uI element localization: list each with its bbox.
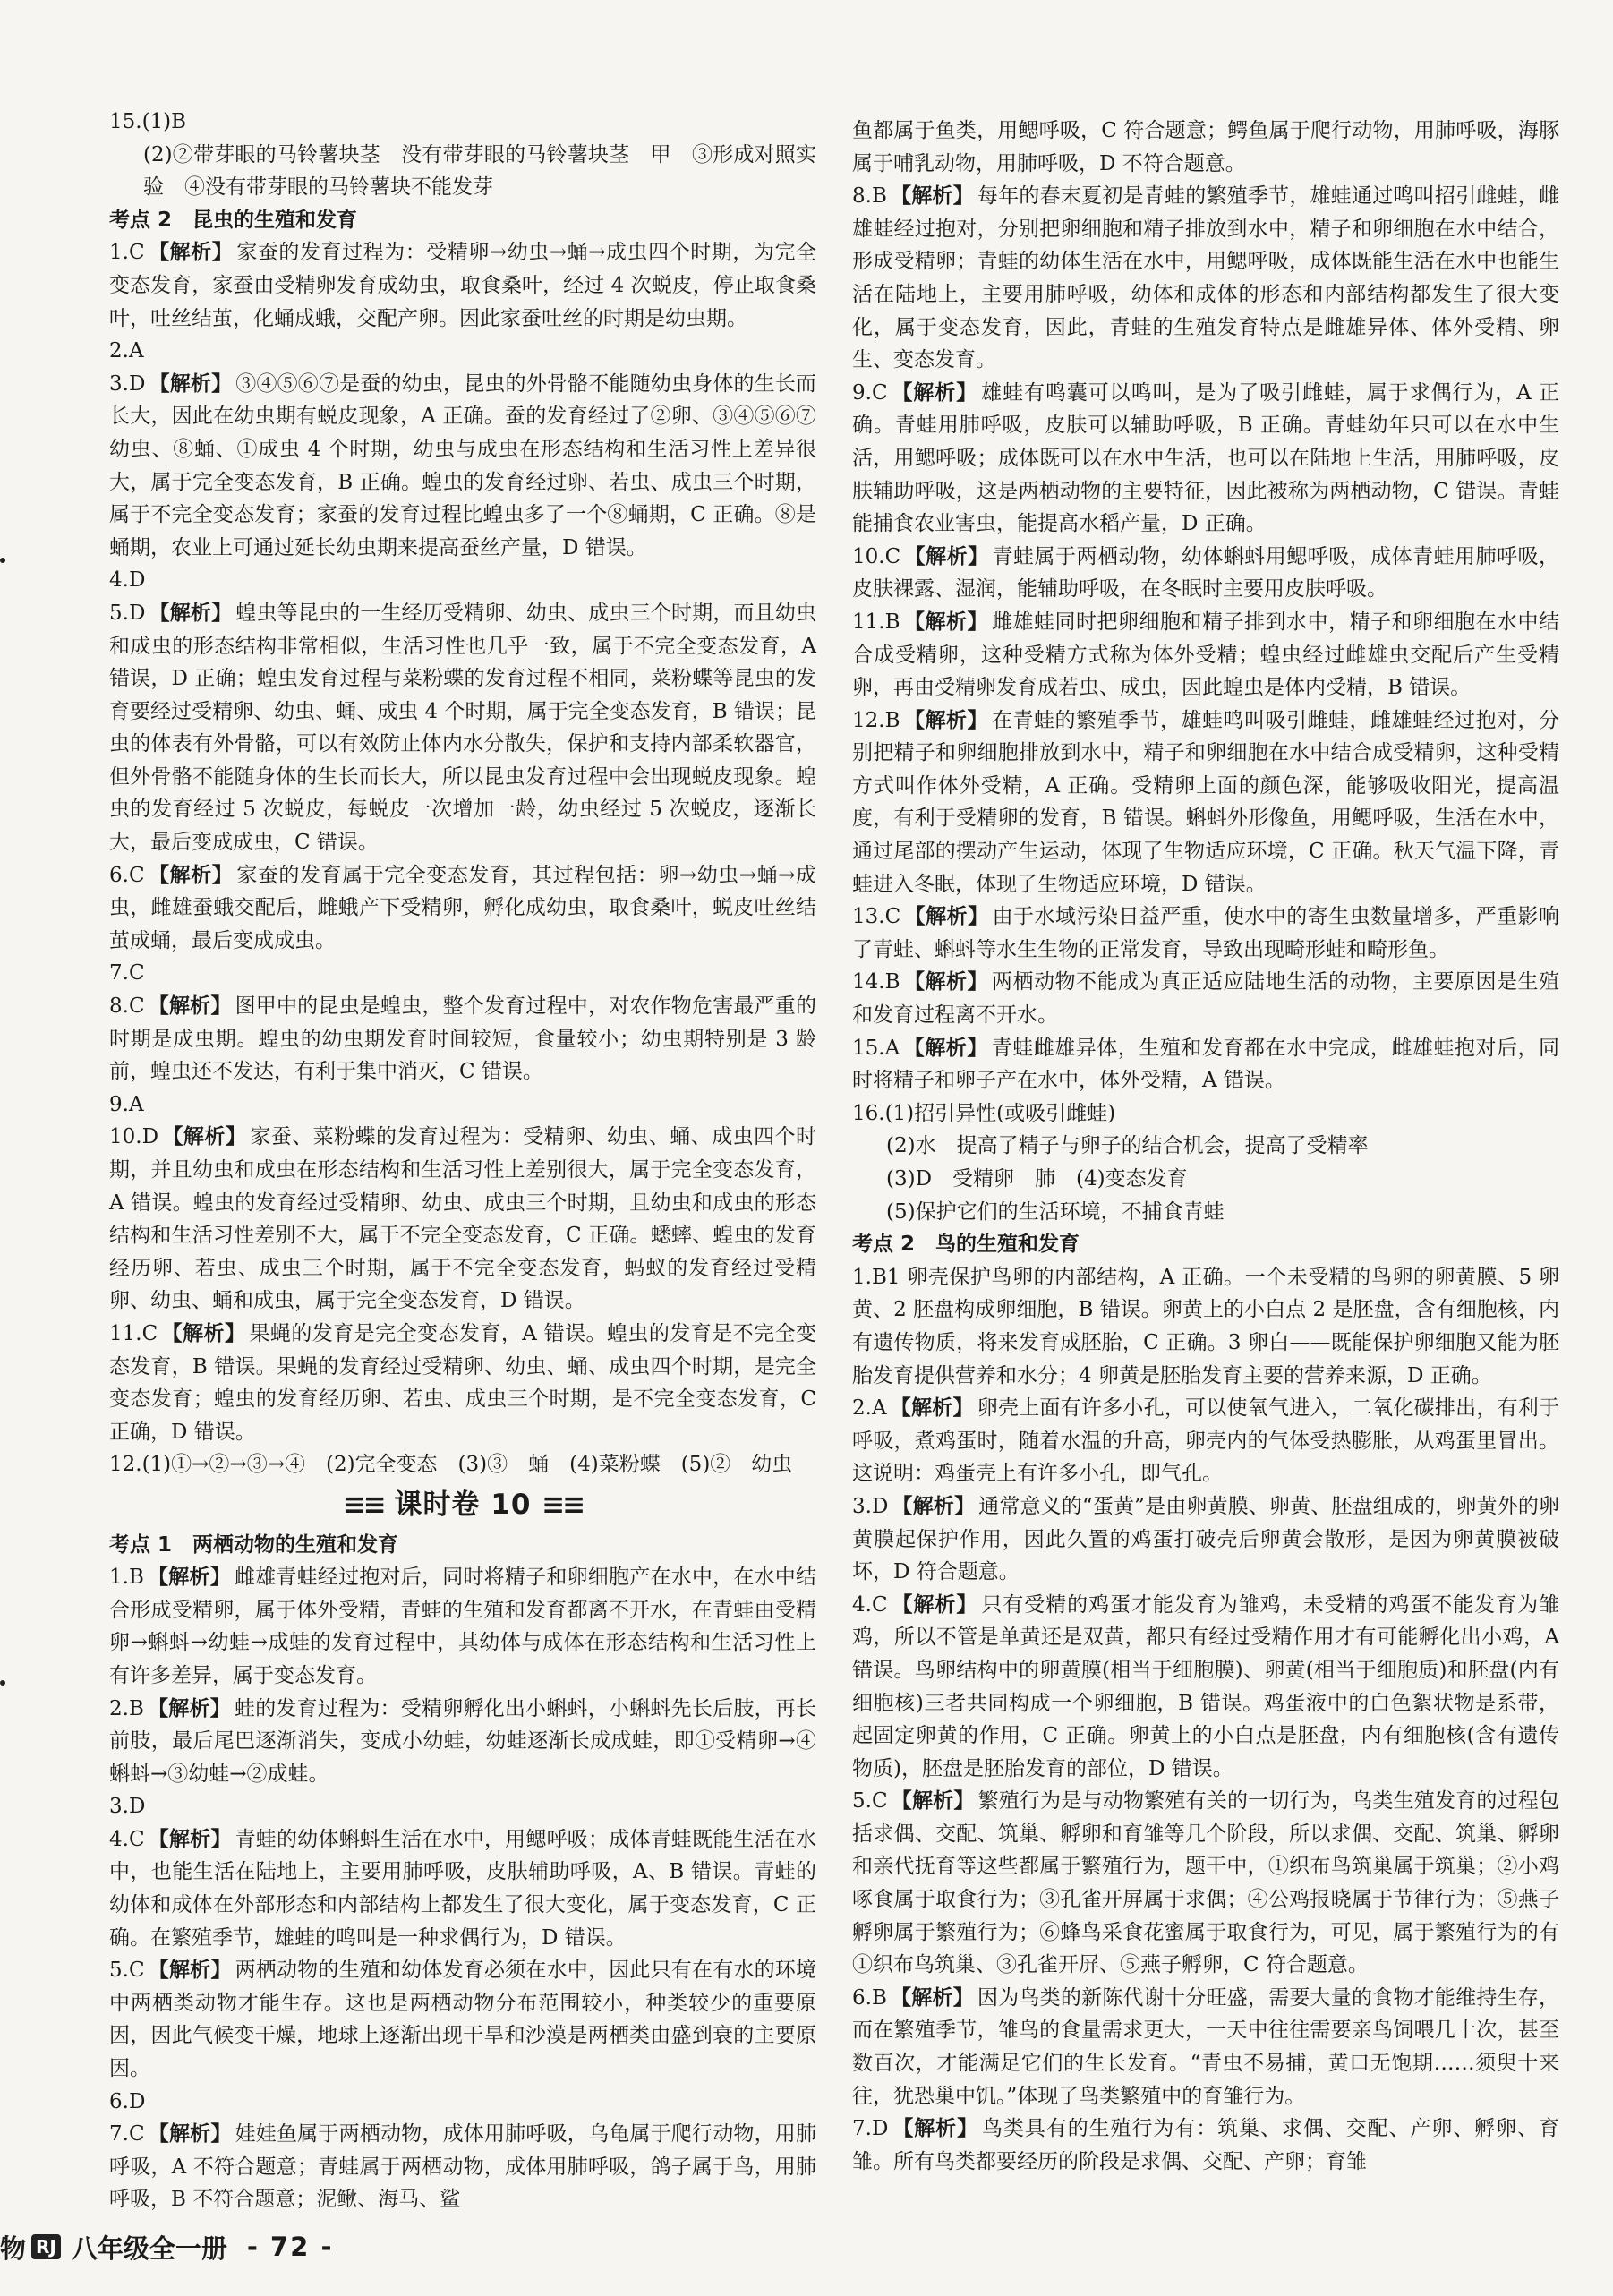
- answer-entry: [109, 1693, 816, 1791]
- answer-entry: [109, 1823, 816, 1954]
- answer-number: 2.B: [109, 1696, 144, 1720]
- answer-entry: [852, 966, 1559, 1031]
- margin-mark: [0, 558, 5, 563]
- answer-number: 1.B: [852, 1265, 887, 1289]
- analysis-tag: 【解析】: [904, 544, 989, 568]
- section-title: ≡≡ 课时卷 10 ≡≡: [342, 1488, 584, 1521]
- answer-text: 因为鸟类的新陈代谢十分旺盛，需要大量的食物才能维持生存，而在繁殖季节，雏鸟的食量需求更大，一天中往往需要亲鸟饲喂几十次，甚至数百次，才能满足它们的生长发育。“青虫不易捕，黄口无饱期……须臾十来往，犹恐巢中饥。”体现了鸟类繁殖中的育雏行为。: [852, 1985, 1560, 2108]
- analysis-tag: 【解析】: [891, 1592, 978, 1617]
- analysis-tag: 【解析】: [903, 1036, 988, 1060]
- answer-text: 3.D: [109, 1795, 146, 1819]
- answer-number: 11.C: [109, 1321, 158, 1345]
- answer-entry: [109, 106, 816, 139]
- answer-number: 10.C: [852, 544, 901, 568]
- answer-entry: [109, 957, 816, 990]
- analysis-tag: 【解析】: [162, 1125, 247, 1149]
- answer-number: 14.B: [852, 970, 900, 994]
- analysis-tag: 【解析】: [891, 1789, 975, 1814]
- answer-number: 6.B: [852, 1985, 887, 2010]
- footer-grade: 八年级全一册: [71, 2232, 227, 2264]
- page-number: - 72 -: [246, 2232, 334, 2262]
- answer-number: 11.B: [852, 610, 900, 634]
- answer-text: 雄蛙有鸣囊可以鸣叫，是为了吸引雌蛙，属于求偶行为，A 正确。青蛙用肺呼吸，皮肤可以辅助呼吸，B 正确。青蛙幼年只可以在水中生活，用鳃呼吸；成体既可以在水中生活，也可以在陆地上生活，用肺呼吸，皮肤辅助呼吸，这是两栖动物的主要特征，因此被称为两栖动物，C 错误。青蛙能捕食农业害虫，能提高水稻产量，D 正确。: [852, 380, 1560, 536]
- answer-text: 鱼都属于鱼类，用鳃呼吸，C 符合题意；鳄鱼属于爬行动物，用肺呼吸，海豚属于哺乳动物，用肺呼吸，D 不符合题意。: [852, 119, 1559, 175]
- margin-mark: [0, 1680, 5, 1686]
- analysis-tag: 【解析】: [890, 1985, 974, 2010]
- answer-entry: [852, 1097, 1559, 1131]
- answer-number: 7.D: [852, 2117, 889, 2141]
- answer-number: 10.D: [109, 1125, 159, 1149]
- answer-text: 两栖动物的生殖和幼体发育必须在水中，因此只有在有水的环境中两栖类动物才能生存。这也是两栖动物分布范围较小，种类较少的重要原因，因此气候变干燥，地球上逐渐出现干旱和沙漠是两栖类由盛到衰的主要原因。: [109, 1959, 817, 2081]
- answer-number: 15.A: [852, 1036, 900, 1060]
- analysis-tag: 【解析】: [892, 1494, 976, 1518]
- answer-number: 6.C: [109, 863, 145, 887]
- answer-text: (2)②带芽眼的马铃薯块茎 没有带芽眼的马铃薯块茎 甲 ③形成对照实验 ④没有带芽眼的马铃薯块不能发芽: [143, 142, 816, 200]
- answer-entry: [109, 1121, 816, 1318]
- answer-entry: [852, 900, 1559, 966]
- answer-text: 4.D: [109, 568, 146, 593]
- answer-entry: [852, 1785, 1559, 1982]
- answer-text: (3)D 受精卵 肺 (4)变态发育: [886, 1167, 1188, 1191]
- answer-entry: [109, 1318, 816, 1448]
- answer-entry: [852, 1261, 1559, 1392]
- analysis-tag: 【解析】: [148, 2122, 232, 2147]
- answer-number: 7.C: [109, 2122, 145, 2147]
- answer-entry: [852, 115, 1559, 180]
- answer-entry: [109, 2118, 816, 2216]
- answer-text: 图甲中的昆虫是蝗虫，整个发育过程中，对农作物危害最严重的时期是成虫期。蝗虫的幼虫期发育时间较短，食量较小；幼虫期特别是 3 龄前，蝗虫还不发达，有利于集中消灭，C 错误。: [109, 994, 817, 1084]
- answer-text: 2.A: [109, 339, 144, 363]
- answer-text: 雌雄蛙同时把卵细胞和精子排到水中，精子和卵细胞在水中结合成受精卵，这种受精方式称为体外受精；蝗虫经过雌雄虫交配后产生受精卵，再由受精卵发育成若虫、成虫，因此蝗虫是体内受精，B 错误。: [852, 610, 1560, 700]
- analysis-tag: 【解析】: [148, 241, 234, 265]
- answer-text: 在青蛙的繁殖季节，雄蛙鸣叫吸引雌蛙，雌雄蛙经过抱对，分别把精子和卵细胞排放到水中，精子和卵细胞在水中结合成受精卵，这种受精方式叫作体外受精，A 正确。受精卵上面的颜色深，能够吸收阳光，提高温度，有利于受精卵的发育，B 错误。蝌蚪外形像鱼，用鳃呼吸，生活在水中，通过尾部的摆动产生运动，体现了生物适应环境，C 正确。秋天气温下降，青蛙进入冬眠，体现了生物适应环境，D 错误。: [852, 708, 1560, 896]
- footer-subject: 物: [0, 2232, 27, 2264]
- answer-entry: [109, 368, 816, 565]
- analysis-tag: 【解析】: [892, 2117, 979, 2141]
- answer-entry: [109, 1790, 816, 1823]
- analysis-tag: 【解析】: [147, 1696, 231, 1720]
- analysis-tag: 【解析】: [904, 905, 989, 929]
- answer-entry: [109, 859, 816, 958]
- answer-text: 繁殖行为是与动物繁殖有关的一切行为，鸟类生殖发育的过程包括求偶、交配、筑巢、孵卵和育雏等几个阶段，所以求偶、交配、筑巢、孵卵和亲代抚育等这些都属于繁殖行为，题干中，①织布鸟筑巢属于筑巢；②小鸡啄食属于取食行为；③孔雀开屏属于求偶；④公鸡报晓属于节律行为；⑤燕子孵卵属于繁殖行为；⑥蜂鸟采食花蜜属于取食行为，可见，属于繁殖行为的有①织布鸟筑巢、③孔雀开屏、⑤燕子孵卵，C 符合题意。: [852, 1789, 1560, 1977]
- answer-text: 7.C: [109, 961, 145, 986]
- analysis-tag: 【解析】: [148, 863, 234, 887]
- answer-text: 两栖动物不能成为真正适应陆地生活的动物，主要原因是生殖和发育过程离不开水。: [852, 970, 1560, 1028]
- answer-text: 12.(1)①→②→③→④ (2)完全变态 (3)③ 蛹 (4)菜粉蝶 (5)② 幼虫: [109, 1453, 793, 1477]
- answer-text: 家蚕、菜粉蝶的发育过程为：受精卵、幼虫、蛹、成虫四个时期，并且幼虫和成虫在形态结构和生活习性上差别很大，属于完全变态发育，A 错误。蝗虫的发育经过受精卵、幼虫、成虫三个时期，且幼虫和成虫的形态结构和生活习性差别不大，属于不完全变态发育，C 正确。蟋蟀、蝗虫的发育经历卵、若虫、成虫三个时期，属于不完全变态发育，蚂蚁的发育经过受精卵、幼虫、蛹和成虫，属于完全变态发育，D 错误。: [109, 1125, 817, 1313]
- analysis-tag: 【解析】: [890, 184, 974, 209]
- answer-text: 果蝇的发育是完全变态发育，A 错误。蝗虫的发育是不完全变态发育，B 错误。果蝇的发育经过受精卵、幼虫、蛹、成虫四个时期，是完全变态发育；蝗虫的发育经历卵、若虫、成虫三个时期，是不完全变态发育，C 正确，D 错误。: [109, 1321, 817, 1444]
- answer-number: 5.D: [109, 601, 146, 625]
- answer-entry: [852, 1490, 1559, 1589]
- answer-text: 青蛙属于两栖动物，幼体蝌蚪用鳃呼吸，成体青蛙用肺呼吸，皮肤裸露、湿润，能辅助呼吸，在冬眠时主要用皮肤呼吸。: [852, 544, 1560, 602]
- answer-text: 青蛙的幼体蝌蚪生活在水中，用鳃呼吸；成体青蛙既能生活在水中，也能生活在陆地上，主要用肺呼吸，皮肤辅助呼吸，A、B 错误。青蛙的幼体和成体在外部形态和内部结构上都发生了很大变化，属于变态发育，C 正确。在繁殖季节，雄蛙的鸣叫是一种求偶行为，D 错误。: [109, 1827, 817, 1950]
- answer-text: 只有受精的鸡蛋才能发育为雏鸡，未受精的鸡蛋不能发育为雏鸡，所以不管是单黄还是双黄，都只有经过受精作用才有可能孵化出小鸡，A 错误。鸟卵结构中的卵黄膜(相当于细胞膜)、卵黄(相当于细胞质)和胚盘(内有细胞核)三者共同构成一个卵细胞，B 错误。鸡蛋液中的白色絮状物是系带，起固定卵黄的作用，C 正确。卵黄上的小白点是胚盘，内有细胞核(含有遗传物质)，胚盘是胚胎发育的部位，D 错误。: [852, 1592, 1560, 1780]
- answer-entry: [109, 335, 816, 368]
- answer-number: 4.C: [852, 1592, 888, 1617]
- right-column: [852, 115, 1559, 2200]
- answer-text: 蝗虫等昆虫的一生经历受精卵、幼虫、成虫三个时期，而且幼虫和成虫的形态结构非常相似，生活习性也几乎一致，属于不完全变态发育，A 错误，D 正确；蝗虫发育过程与菜粉蝶的发育过程不相同，菜粉蝶等昆虫的发育要经过受精卵、幼虫、蛹、成虫 4 个时期，属于完全变态发育，B 错误；昆虫的体表有外骨骼，可以有效防止体内水分散失，保护和支持内部柔软器官，但外骨骼不能随身体的生长而长大，所以昆虫发育过程中会出现蜕皮现象。蝗虫的发育经过 5 次蜕皮，每蜕皮一次增加一龄，幼虫经过 5 次蜕皮，逐渐长大，最后变成成虫，C 错误。: [109, 601, 817, 855]
- analysis-tag: 【解析】: [161, 1321, 246, 1345]
- answer-text: 16.(1)招引异性(或吸引雌蛙): [852, 1101, 1116, 1125]
- answer-text: 青蛙雌雄异体，生殖和发育都在水中完成，雌雄蛙抱对后，同时将精子和卵子产在水中，体外受精，A 错误。: [852, 1036, 1560, 1093]
- answer-entry: [109, 1448, 816, 1481]
- answer-text: 1 卵壳保护鸟卵的内部结构，A 正确。一个未受精的鸟卵的卵黄膜、5 卵黄、2 胚盘构成卵细胞，B 错误。卵黄上的小白点 2 是胚盘，含有细胞核，内有遗传物质，将来发育成胚胎，C 正确。3 卵白——既能保护卵细胞又能为胚胎发育提供营养和水分；4 卵黄是胚胎发育主要的营养来源，D 正确。: [852, 1265, 1559, 1387]
- answer-text: 蛙的发育过程为：受精卵孵化出小蝌蚪，小蝌蚪先长后肢，再长前肢，最后尾巴逐渐消失，变成小幼蛙，幼蛙逐渐长成成蛙，即①受精卵→④蝌蚪→③幼蛙→②成蛙。: [109, 1696, 817, 1786]
- answer-entry: [109, 1954, 816, 2085]
- answer-entry: [109, 1088, 816, 1122]
- analysis-tag: 【解析】: [148, 1959, 232, 1983]
- answer-text: 每年的春末夏初是青蛙的繁殖季节，雄蛙通过鸣叫招引雌蛙，雌雄蛙经过抱对，分别把卵细胞和精子排放到水中，精子和卵细胞在水中结合，形成受精卵；青蛙的幼体生活在水中，用鳃呼吸，成体既能生活在水中也能生活在陆地上，主要用肺呼吸，幼体和成体的形态和内部结构都发生了很大变化，属于变态发育，因此，青蛙的生殖发育特点是雌雄异体、体外受精、卵生、变态发育。: [852, 184, 1560, 372]
- answer-text: 雌雄青蛙经过抱对后，同时将精子和卵细胞产在水中，在水中结合形成受精卵，属于体外受精，青蛙的生殖和发育都离不开水，在青蛙由受精卵→蝌蚪→幼蛙→成蛙的发育过程中，其幼体与成体在形态结构和生活习性上有许多差异，属于变态发育。: [109, 1566, 817, 1687]
- answer-number: 12.B: [852, 708, 900, 732]
- answer-text: 鸟类具有的生殖行为有：筑巢、求偶、交配、产卵、孵卵、育雏。所有鸟类都要经历的阶段是求偶、交配、产卵；育雏: [852, 2117, 1560, 2173]
- answer-entry: [886, 1163, 1559, 1196]
- answer-entry: [852, 377, 1559, 541]
- answer-text: 卵壳上面有许多小孔，可以使氧气进入，二氧化碳排出，有利于呼吸，煮鸡蛋时，随着水温的升高，卵壳内的气体受热膨胀，从鸡蛋里冒出。这说明：鸡蛋壳上有许多小孔，即气孔。: [852, 1396, 1560, 1486]
- answer-entry: [109, 236, 816, 335]
- topic-heading: 考点 2 鸟的生殖和发育: [852, 1233, 1080, 1257]
- topic-heading: 考点 2 昆虫的生殖和发育: [109, 208, 358, 232]
- page-footer: [0, 2227, 334, 2266]
- answer-entry: [852, 1589, 1559, 1786]
- answer-number: 4.C: [109, 1827, 145, 1851]
- analysis-tag: 【解析】: [891, 380, 978, 405]
- answer-entry: [852, 1982, 1559, 2112]
- topic-heading: 考点 1 两栖动物的生殖和发育: [109, 1532, 399, 1557]
- answer-text: (2)水 提高了精子与卵子的结合机会，提高了受精率: [886, 1134, 1369, 1158]
- analysis-tag: 【解析】: [903, 970, 988, 994]
- answer-number: 8.C: [109, 994, 145, 1019]
- answer-number: 1.B: [109, 1566, 144, 1590]
- analysis-tag: 【解析】: [890, 1396, 974, 1421]
- answer-entry: [852, 1032, 1559, 1097]
- answer-number: 2.A: [852, 1396, 887, 1421]
- answer-entry: [852, 704, 1559, 901]
- analysis-tag: 【解析】: [903, 610, 988, 634]
- answer-number: 3.D: [109, 371, 146, 396]
- answer-entry: [852, 2112, 1559, 2178]
- analysis-tag: 【解析】: [148, 1827, 232, 1851]
- answer-text: (5)保护它们的生活环境，不捕食青蛙: [886, 1199, 1225, 1224]
- answer-number: 3.D: [852, 1494, 889, 1518]
- answer-number: 13.C: [852, 905, 901, 929]
- answer-text: 通常意义的“蛋黄”是由卵黄膜、卵黄、胚盘组成的，卵黄外的卵黄膜起保护作用，因此久置的鸡蛋打破壳后卵黄会散形，是因为卵黄膜被破坏，D 符合题意。: [852, 1494, 1559, 1584]
- answer-number: 5.C: [852, 1789, 888, 1814]
- answer-text: 家蚕的发育过程为：受精卵→幼虫→蛹→成虫四个时期，为完全变态发育，家蚕由受精卵发育成幼虫，取食桑叶，经过 4 次蜕皮，停止取食桑叶，吐丝结茧，化蛹成蛾，交配产卵。因此家蚕吐丝的时期是幼虫期。: [109, 241, 816, 330]
- answer-text: 由于水域污染日益严重，使水中的寄生虫数量增多，严重影响了青蛙、蝌蚪等水生生物的正常发育，导致出现畸形蛙和畸形鱼。: [852, 905, 1560, 961]
- answer-number: 1.C: [109, 241, 145, 265]
- analysis-tag: 【解析】: [149, 371, 233, 396]
- answer-number: 5.C: [109, 1959, 145, 1983]
- answer-number: 9.C: [852, 380, 888, 405]
- answer-text: 9.A: [109, 1092, 144, 1116]
- answer-entry: [143, 139, 816, 204]
- answer-entry: [886, 1130, 1559, 1163]
- answer-number: 8.B: [852, 184, 887, 209]
- analysis-tag: 【解析】: [903, 708, 988, 732]
- left-column: [109, 106, 817, 2212]
- answer-entry: [852, 1392, 1559, 1490]
- answer-entry: [886, 1196, 1559, 1229]
- answer-text: 15.(1)B: [109, 110, 187, 133]
- analysis-tag: 【解析】: [147, 1566, 231, 1590]
- answer-entry: [109, 1561, 816, 1692]
- answer-entry: [852, 180, 1559, 377]
- answer-text: 家蚕的发育属于完全变态发育，其过程包括：卵→幼虫→蛹→成虫，雌雄蚕蛾交配后，雌蛾产下受精卵，孵化成幼虫，取食桑叶，蜕皮吐丝结茧成蛹，最后变成成虫。: [109, 863, 816, 952]
- analysis-tag: 【解析】: [148, 994, 232, 1019]
- answer-entry: [852, 606, 1559, 704]
- answer-text: ③④⑤⑥⑦是蚕的幼虫，昆虫的外骨骼不能随幼虫身体的生长而长大，因此在幼虫期有蜕皮现象，A 正确。蚕的发育经过了②卵、③④⑤⑥⑦幼虫、⑧蛹、①成虫 4 个时期，幼虫与成虫在形态结构和生活习性上差异很大，属于完全变态发育，B 正确。蝗虫的发育经过卵、若虫、成虫三个时期，属于不完全变态发育；家蚕的发育过程比蝗虫多了一个⑧蛹期，C 正确。⑧是蛹期，农业上可通过延长幼虫期来提高蚕丝产量，D 错误。: [109, 371, 817, 559]
- answer-entry: [852, 541, 1559, 606]
- answer-text: 6.D: [109, 2089, 146, 2113]
- analysis-tag: 【解析】: [149, 601, 233, 625]
- answer-entry: [109, 597, 816, 859]
- answer-entry: [109, 2086, 816, 2119]
- answer-entry: [109, 990, 816, 1088]
- answer-text: 娃娃鱼属于两栖动物，成体用肺呼吸，乌龟属于爬行动物，用肺呼吸，A 不符合题意；青蛙属于两栖动物，成体用肺呼吸，鸽子属于鸟，用肺呼吸，B 不符合题意；泥鳅、海马、鲨: [109, 2122, 817, 2212]
- answer-entry: [109, 564, 816, 597]
- edition-badge: RJ: [31, 2234, 61, 2259]
